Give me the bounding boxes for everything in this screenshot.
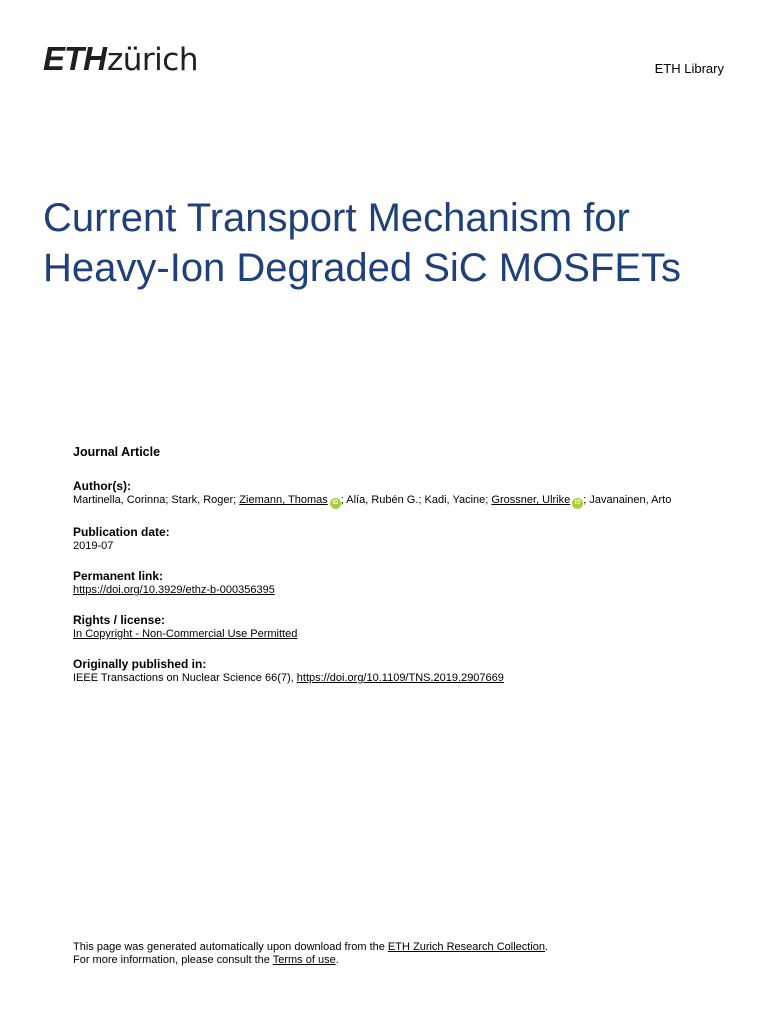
- orcid-icon[interactable]: iD: [330, 498, 341, 509]
- rights-link[interactable]: In Copyright - Non-Commercial Use Permitted: [73, 628, 298, 640]
- publication-date-field: [73, 525, 723, 553]
- authors-text-3: ; Javanainen, Arto: [583, 494, 672, 506]
- publication-date-label: Publication date:: [73, 525, 170, 539]
- footer-line1-text: This page was generated automatically upon download from the: [73, 941, 388, 953]
- rights-label: Rights / license:: [73, 613, 166, 627]
- footer-note: [73, 941, 548, 967]
- authors-value: [73, 493, 723, 509]
- logo-zurich: zürich: [107, 42, 198, 78]
- author-link-ziemann[interactable]: Ziemann, Thomas: [239, 494, 328, 506]
- author-link-grossner[interactable]: Grossner, Ulrike: [491, 494, 571, 506]
- metadata-section: [73, 445, 723, 701]
- permanent-link[interactable]: https://doi.org/10.3929/ethz-b-000356395: [73, 584, 275, 596]
- published-in-field: [73, 657, 723, 685]
- document-type: Journal Article: [73, 445, 161, 459]
- eth-library-label: ETH Library: [654, 61, 724, 76]
- published-in-label: Originally published in:: [73, 657, 207, 671]
- authors-text-1: Martinella, Corinna; Stark, Roger;: [73, 494, 240, 506]
- authors-field: [73, 479, 723, 509]
- published-in-text: IEEE Transactions on Nuclear Science 66(7),: [73, 672, 297, 684]
- document-title: Current Transport Mechanism for Heavy-Ion Degraded SiC MOSFETs: [43, 196, 682, 290]
- authors-text-2: ; Alía, Rubén G.; Kadi, Yacine;: [340, 494, 492, 506]
- published-doi-link[interactable]: https://doi.org/10.1109/TNS.2019.2907669: [296, 672, 504, 684]
- authors-label: Author(s):: [73, 479, 131, 493]
- footer-line2-text: For more information, please consult the: [73, 954, 273, 966]
- research-collection-link[interactable]: ETH Zurich Research Collection: [387, 941, 546, 953]
- eth-zurich-logo: [43, 42, 198, 76]
- footer-line2-end: .: [335, 954, 339, 966]
- rights-field: [73, 613, 723, 641]
- permanent-link-field: [73, 569, 723, 597]
- terms-of-use-link[interactable]: Terms of use: [272, 954, 336, 966]
- footer-line1-end: .: [545, 941, 549, 953]
- logo-eth: ETH: [43, 40, 106, 77]
- permanent-link-label: Permanent link:: [73, 569, 164, 583]
- orcid-icon[interactable]: iD: [572, 498, 583, 509]
- publication-date-value: 2019-07: [73, 540, 114, 552]
